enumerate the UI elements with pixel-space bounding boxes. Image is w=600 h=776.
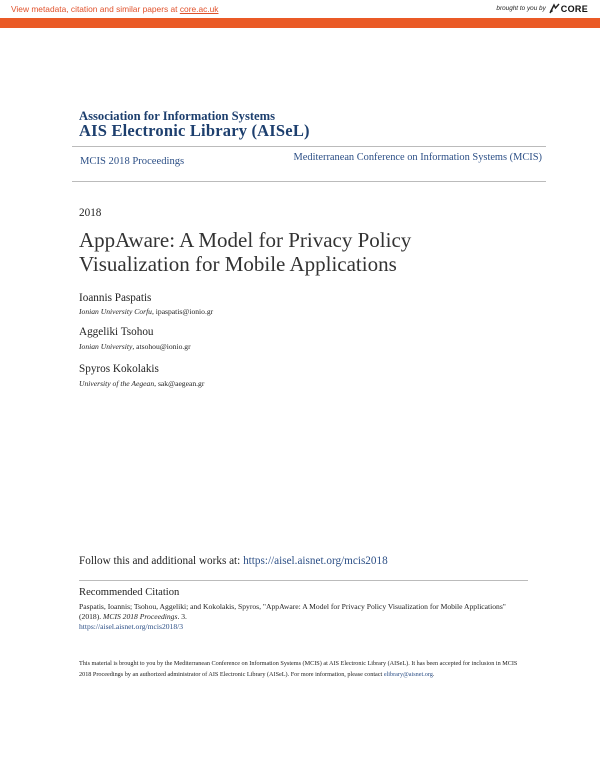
author-institution-1: Ionian University Corfu [79,307,152,316]
author-email-1: ipaspatis@ionio.gr [155,307,214,316]
brought-text: brought to you by [496,5,546,12]
core-provided-text: provided by AIS Electronic Library (AISeL) [487,37,588,43]
core-provided-bar [0,18,600,43]
bottom-divider [72,181,546,182]
author-affiliation-2: Ionian University, atsohou@ionio.gr [79,342,191,351]
paper-title[interactable]: AppAware: A Model for Privacy Policy Visualization for Mobile Applications [79,228,412,276]
conference-link[interactable]: Mediterranean Conference on Information Systems (MCIS) [293,152,542,163]
follow-line [79,555,388,567]
paper-year: 2018 [79,207,102,219]
core-banner [0,0,600,18]
author-name-3: Spyros Kokolakis [79,363,159,375]
footer-text: This material is brought to you by the Mediterranean Conference on Information Systems (MCIS) at AIS Electronic Library (AISeL). It has been accepted for inclusion in MCIS 2018 Proceedings by an authorized administrator of AIS Electronic Library (AISeL). For more information, please contact [79,660,518,678]
core-logo-text: CORE [560,3,588,14]
core-logo[interactable] [549,3,588,14]
library-heading[interactable]: AIS Electronic Library (AISeL) [79,121,310,140]
core-ac-uk-link[interactable]: core.ac.uk [179,4,219,14]
proceedings-link[interactable]: MCIS 2018 Proceedings [80,156,185,167]
author-institution-2: Ionian University [79,342,133,351]
author-affiliation-3: University of the Aegean, sak@aegean.gr [79,379,205,388]
contact-email-link[interactable]: elibrary@aisnet.org [383,670,433,678]
author-institution-3: University of the Aegean [79,379,155,388]
footer-end: . [432,670,435,678]
core-view-text: View metadata, citation and similar papers at [11,4,180,14]
citation-text: Paspatis, Ioannis; Tsohou, Aggeliki; and Kokolakis, Spyros, "AppAware: A Model for Privacy Policy Visualization for Mobile Applications" (2018). [79,602,506,622]
core-metadata-link[interactable] [11,4,218,14]
author-name-2: Aggeliki Tsohou [79,326,154,338]
author-email-3: sak@aegean.gr [157,379,205,388]
citation-body [79,602,519,633]
top-divider [72,146,546,147]
follow-url-link[interactable]: https://aisel.aisnet.org/mcis2018 [243,555,388,567]
association-heading[interactable]: Association for Information Systems [79,109,276,123]
citation-divider [79,580,528,581]
citation-url-link[interactable]: https://aisel.aisnet.org/mcis2018/3 [79,622,184,632]
author-name-1: Ioannis Paspatis [79,292,152,304]
author-affiliation-1: Ionian University Corfu, ipaspatis@ionio.gr [79,307,214,316]
core-logo-icon [549,3,560,14]
follow-label: Follow this and additional works at: [79,555,244,567]
footer-notice [79,659,528,681]
citation-venue: MCIS 2018 Proceedings [103,612,178,622]
core-brought-by [496,3,588,14]
citation-heading: Recommended Citation [79,587,180,598]
author-email-2: atsohou@ionio.gr [136,342,191,351]
citation-suffix: . 3. [177,612,187,622]
